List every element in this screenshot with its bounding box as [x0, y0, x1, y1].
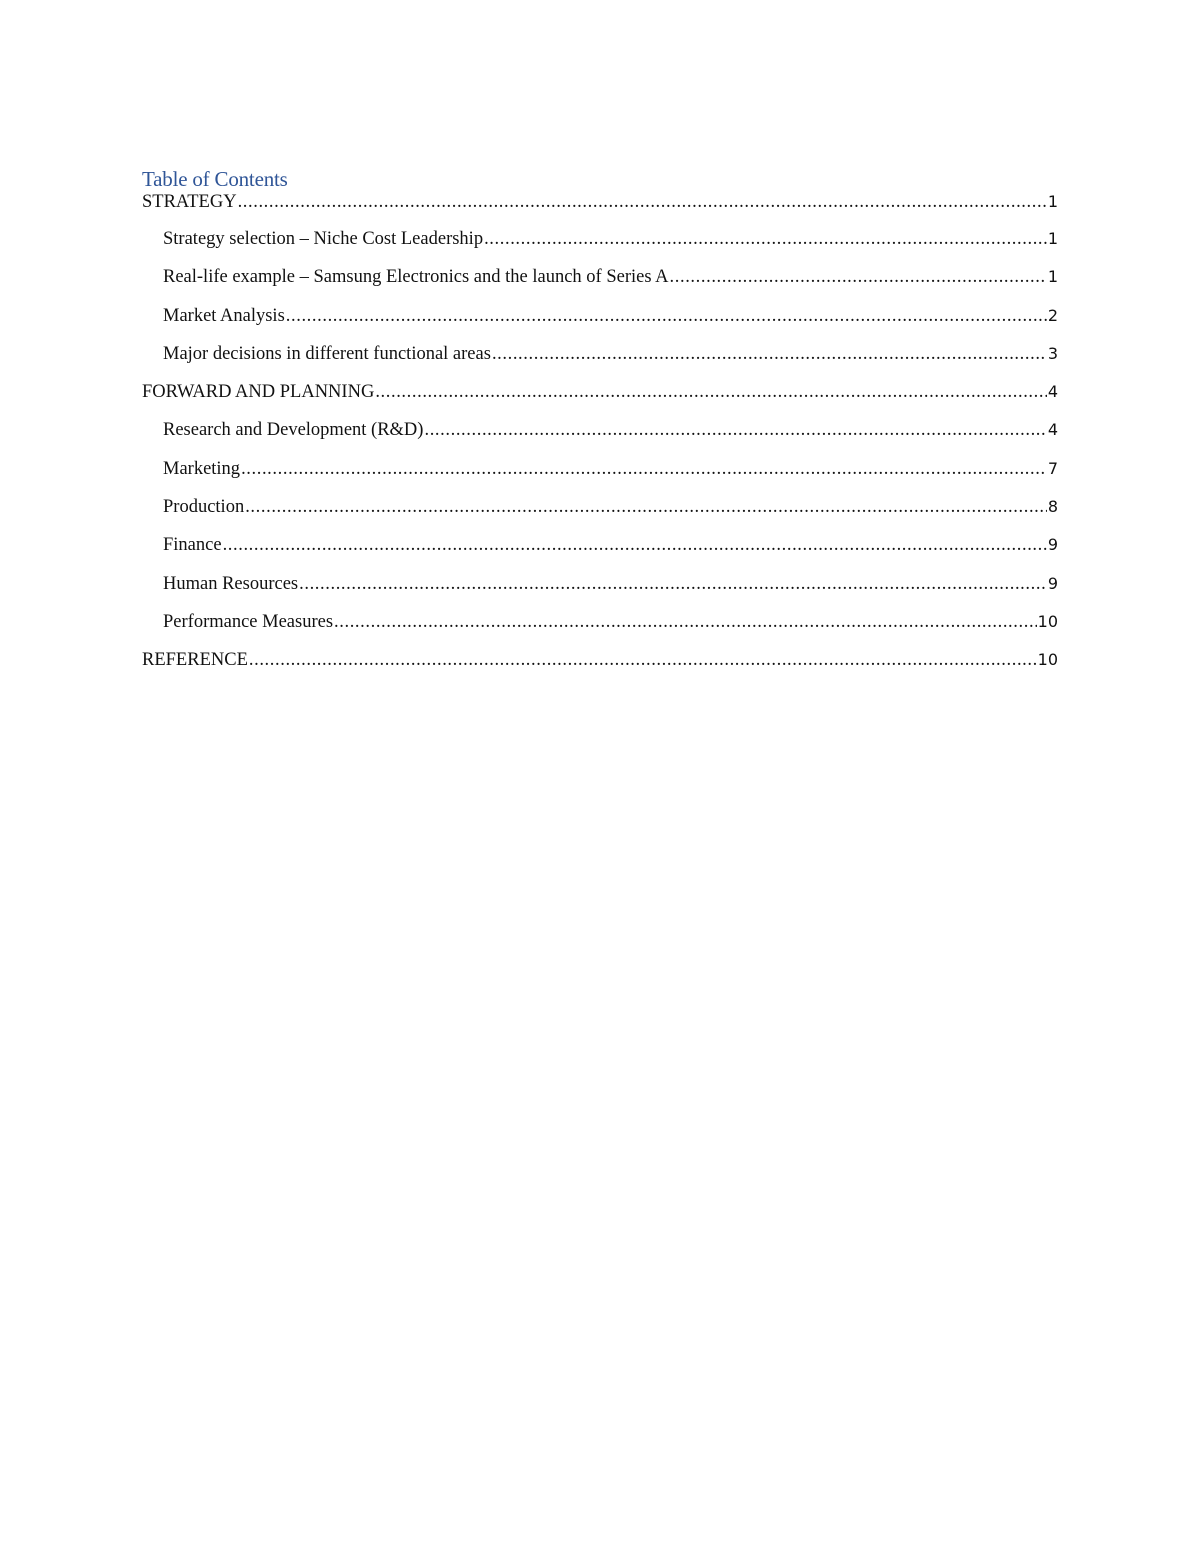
toc-entry-page-number: 1 [1047, 192, 1058, 211]
toc-entry-title: Research and Development (R&D) [163, 420, 424, 441]
toc-dot-leader [670, 267, 1047, 288]
toc-entry-reference[interactable] [142, 650, 1058, 688]
toc-entry-list [142, 192, 1058, 689]
toc-dot-leader [286, 306, 1047, 327]
toc-entry-title: Market Analysis [163, 305, 285, 326]
toc-entry-marketing[interactable] [142, 459, 1058, 497]
toc-entry-market-analysis[interactable] [142, 306, 1058, 344]
toc-entry-title: Human Resources [163, 573, 299, 594]
toc-entry-page-number: 4 [1047, 382, 1058, 402]
toc-entry-finance[interactable] [142, 535, 1058, 573]
toc-entry-page-number: 9 [1047, 535, 1058, 555]
toc-dot-leader [484, 229, 1047, 250]
toc-dot-leader [238, 192, 1047, 213]
toc-entry-real-life-example[interactable] [142, 267, 1058, 305]
toc-entry-forward-and-planning[interactable] [142, 382, 1058, 420]
toc-entry-title: REFERENCE [142, 650, 248, 671]
toc-entry-page-number: 1 [1047, 229, 1058, 248]
toc-entry-page-number: 4 [1047, 420, 1058, 440]
toc-entry-title: FORWARD AND PLANNING [142, 382, 375, 403]
toc-entry-strategy-selection[interactable] [142, 229, 1058, 267]
toc-entry-performance-measures[interactable] [142, 612, 1058, 650]
toc-dot-leader [492, 344, 1047, 365]
toc-entry-research-and-development[interactable] [142, 420, 1058, 458]
toc-dot-leader [375, 382, 1047, 403]
toc-entry-title: STRATEGY [142, 192, 237, 212]
toc-heading: Table of Contents [142, 167, 288, 191]
toc-dot-leader [334, 612, 1037, 633]
table-of-contents [142, 164, 1058, 689]
toc-entry-title: Performance Measures [163, 611, 334, 632]
toc-dot-leader [245, 497, 1047, 518]
toc-entry-title: Finance [163, 535, 222, 556]
toc-entry-page-number: 1 [1047, 267, 1058, 287]
toc-entry-title: Major decisions in different functional areas [163, 343, 491, 364]
toc-entry-major-decisions[interactable] [142, 344, 1058, 382]
toc-entry-title: Strategy selection – Niche Cost Leadership [163, 229, 484, 249]
toc-entry-page-number: 9 [1047, 573, 1058, 593]
toc-entry-page-number: 10 [1037, 611, 1058, 631]
toc-entry-page-number: 3 [1047, 343, 1058, 363]
toc-dot-leader [249, 650, 1037, 671]
toc-dot-leader [241, 459, 1047, 480]
toc-entry-strategy[interactable] [142, 192, 1058, 229]
toc-entry-page-number: 2 [1047, 305, 1058, 325]
toc-entry-title: Real-life example – Samsung Electronics and the launch of Series A [163, 267, 669, 288]
toc-entry-page-number: 7 [1047, 458, 1058, 478]
toc-entry-page-number: 10 [1037, 650, 1058, 670]
toc-entry-production[interactable] [142, 497, 1058, 535]
toc-dot-leader [223, 535, 1047, 556]
toc-dot-leader [424, 420, 1046, 441]
toc-entry-title: Marketing [163, 458, 241, 479]
toc-entry-human-resources[interactable] [142, 574, 1058, 612]
toc-dot-leader [299, 574, 1047, 595]
toc-entry-title: Production [163, 497, 245, 518]
toc-entry-page-number: 8 [1047, 497, 1058, 517]
